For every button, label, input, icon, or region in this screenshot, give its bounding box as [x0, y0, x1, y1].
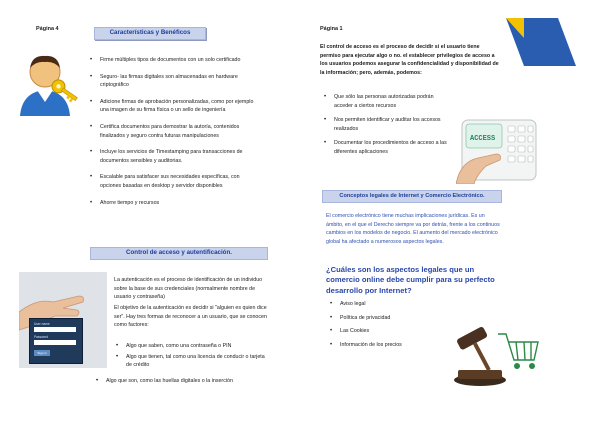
factors-list — [116, 342, 270, 370]
feature-item: • Escalable para satisfacer sus necesidades específicas, con opciones basadas en desktop y servidor disponibles — [90, 173, 262, 190]
factor-item: • Algo que saben, como una contraseña o PIN — [116, 342, 270, 351]
login-pass-field[interactable] — [34, 340, 76, 345]
access-para-1: La autenticación es el proceso de identificación de un individuo sobre la base de sus credenciales (normalmente nombre de usuario y contraseña) — [114, 277, 263, 301]
features-title-bar: Características y Benéficos — [94, 27, 206, 40]
access-bullet-item: • Nos permiten identificar y auditar los accesos realizados — [324, 116, 450, 133]
feature-item: • Incluye los servicios de Timestamping para transacciones de documentos sensibles y auditorias. — [90, 148, 262, 165]
access-para-2: El objetivo de la autenticación es decidir si "alguien es quien dice ser". Hay tres formas de reconocer a un usuario, que se conocen como factores: — [114, 305, 267, 329]
legal-bullets — [330, 300, 450, 349]
feature-item: • Adicione firmas de aprobación personalizadas, como por ejemplo una imagen de su firma física o un sello de ingeniería — [90, 98, 262, 115]
legal-question: ¿Cuáles son los aspectos legales que un comercio online debe cumplir para su perfecto desarrollo por Internet? — [326, 265, 495, 295]
keypad-display: ACCESS — [470, 135, 496, 143]
left-page-number: Página 4 — [36, 26, 59, 32]
right-page-number: Página 1 — [320, 26, 343, 32]
feature-item: • Firme múltiples tipos de documentos con un solo certificado — [90, 56, 262, 65]
login-user-field[interactable] — [34, 327, 76, 332]
legal-bullet-item: • Política de privacidad — [330, 314, 450, 323]
feature-item: • Certifica documentos para demostrar la autoría, contenidos finalizados y seguro contra futuras manipulaciones — [90, 123, 262, 140]
legal-bullet-item: • Las Cookies — [330, 327, 450, 336]
login-panel — [29, 318, 83, 364]
legal-paragraph: El comercio electrónico tiene muchas implicaciones jurídicas. Es un ámbito, en el que el Derecho siempre va por detrás, frente a los continuos cambios en los modelos de negocio. El aumento del mercado electrónico global ha afectado a numerosos aspectos legales. — [326, 213, 500, 245]
access-title-bar: Control de acceso y autentificación. — [90, 247, 268, 260]
gavel-cart-icon — [450, 316, 542, 390]
right-intro: El control de acceso es el proceso de decidir si el usuario tiene permiso para ejecutar algo o no. el establecer privilegios de acceso a los usuarios podemos asegurar la confidencialidad y disponibilidad de la información; pero, además, podemos: — [320, 44, 499, 76]
access-bullet-item: • Que sólo las personas autorizadas podrán acceder a ciertos recursos — [324, 93, 450, 110]
legal-title-bar: Conceptos legales de Internet y Comercio Electrónico. — [322, 190, 502, 203]
login-signin-button[interactable]: Sign in — [34, 350, 50, 356]
login-pass-label: Password — [34, 335, 48, 339]
keypad-icon — [456, 114, 540, 184]
access-bullet-item: • Documentar los procedimientos de acceso a las diferentes aplicaciones — [324, 139, 450, 156]
factors-list-last — [96, 377, 272, 386]
legal-bullet-item: • Información de los precios — [330, 341, 450, 350]
features-list — [90, 56, 262, 207]
feature-item: • Seguro- las firmas digitales son almacenadas en hardware criptográfico — [90, 73, 262, 90]
factor-item: • Algo que tienen, tal como una licencia de conducir o tarjeta de crédito — [116, 353, 270, 370]
user-key-icon — [14, 50, 84, 118]
feature-item: • Ahorre tiempo y recursos — [90, 199, 262, 208]
factor-item: • Algo que son, como las huellas digitales o la inserción — [96, 377, 272, 386]
corner-accent-icon — [506, 18, 576, 66]
login-illustration — [19, 272, 107, 368]
legal-bullet-item: • Aviso legal — [330, 300, 450, 309]
access-bullets — [324, 93, 450, 157]
login-user-label: User name — [34, 322, 50, 326]
